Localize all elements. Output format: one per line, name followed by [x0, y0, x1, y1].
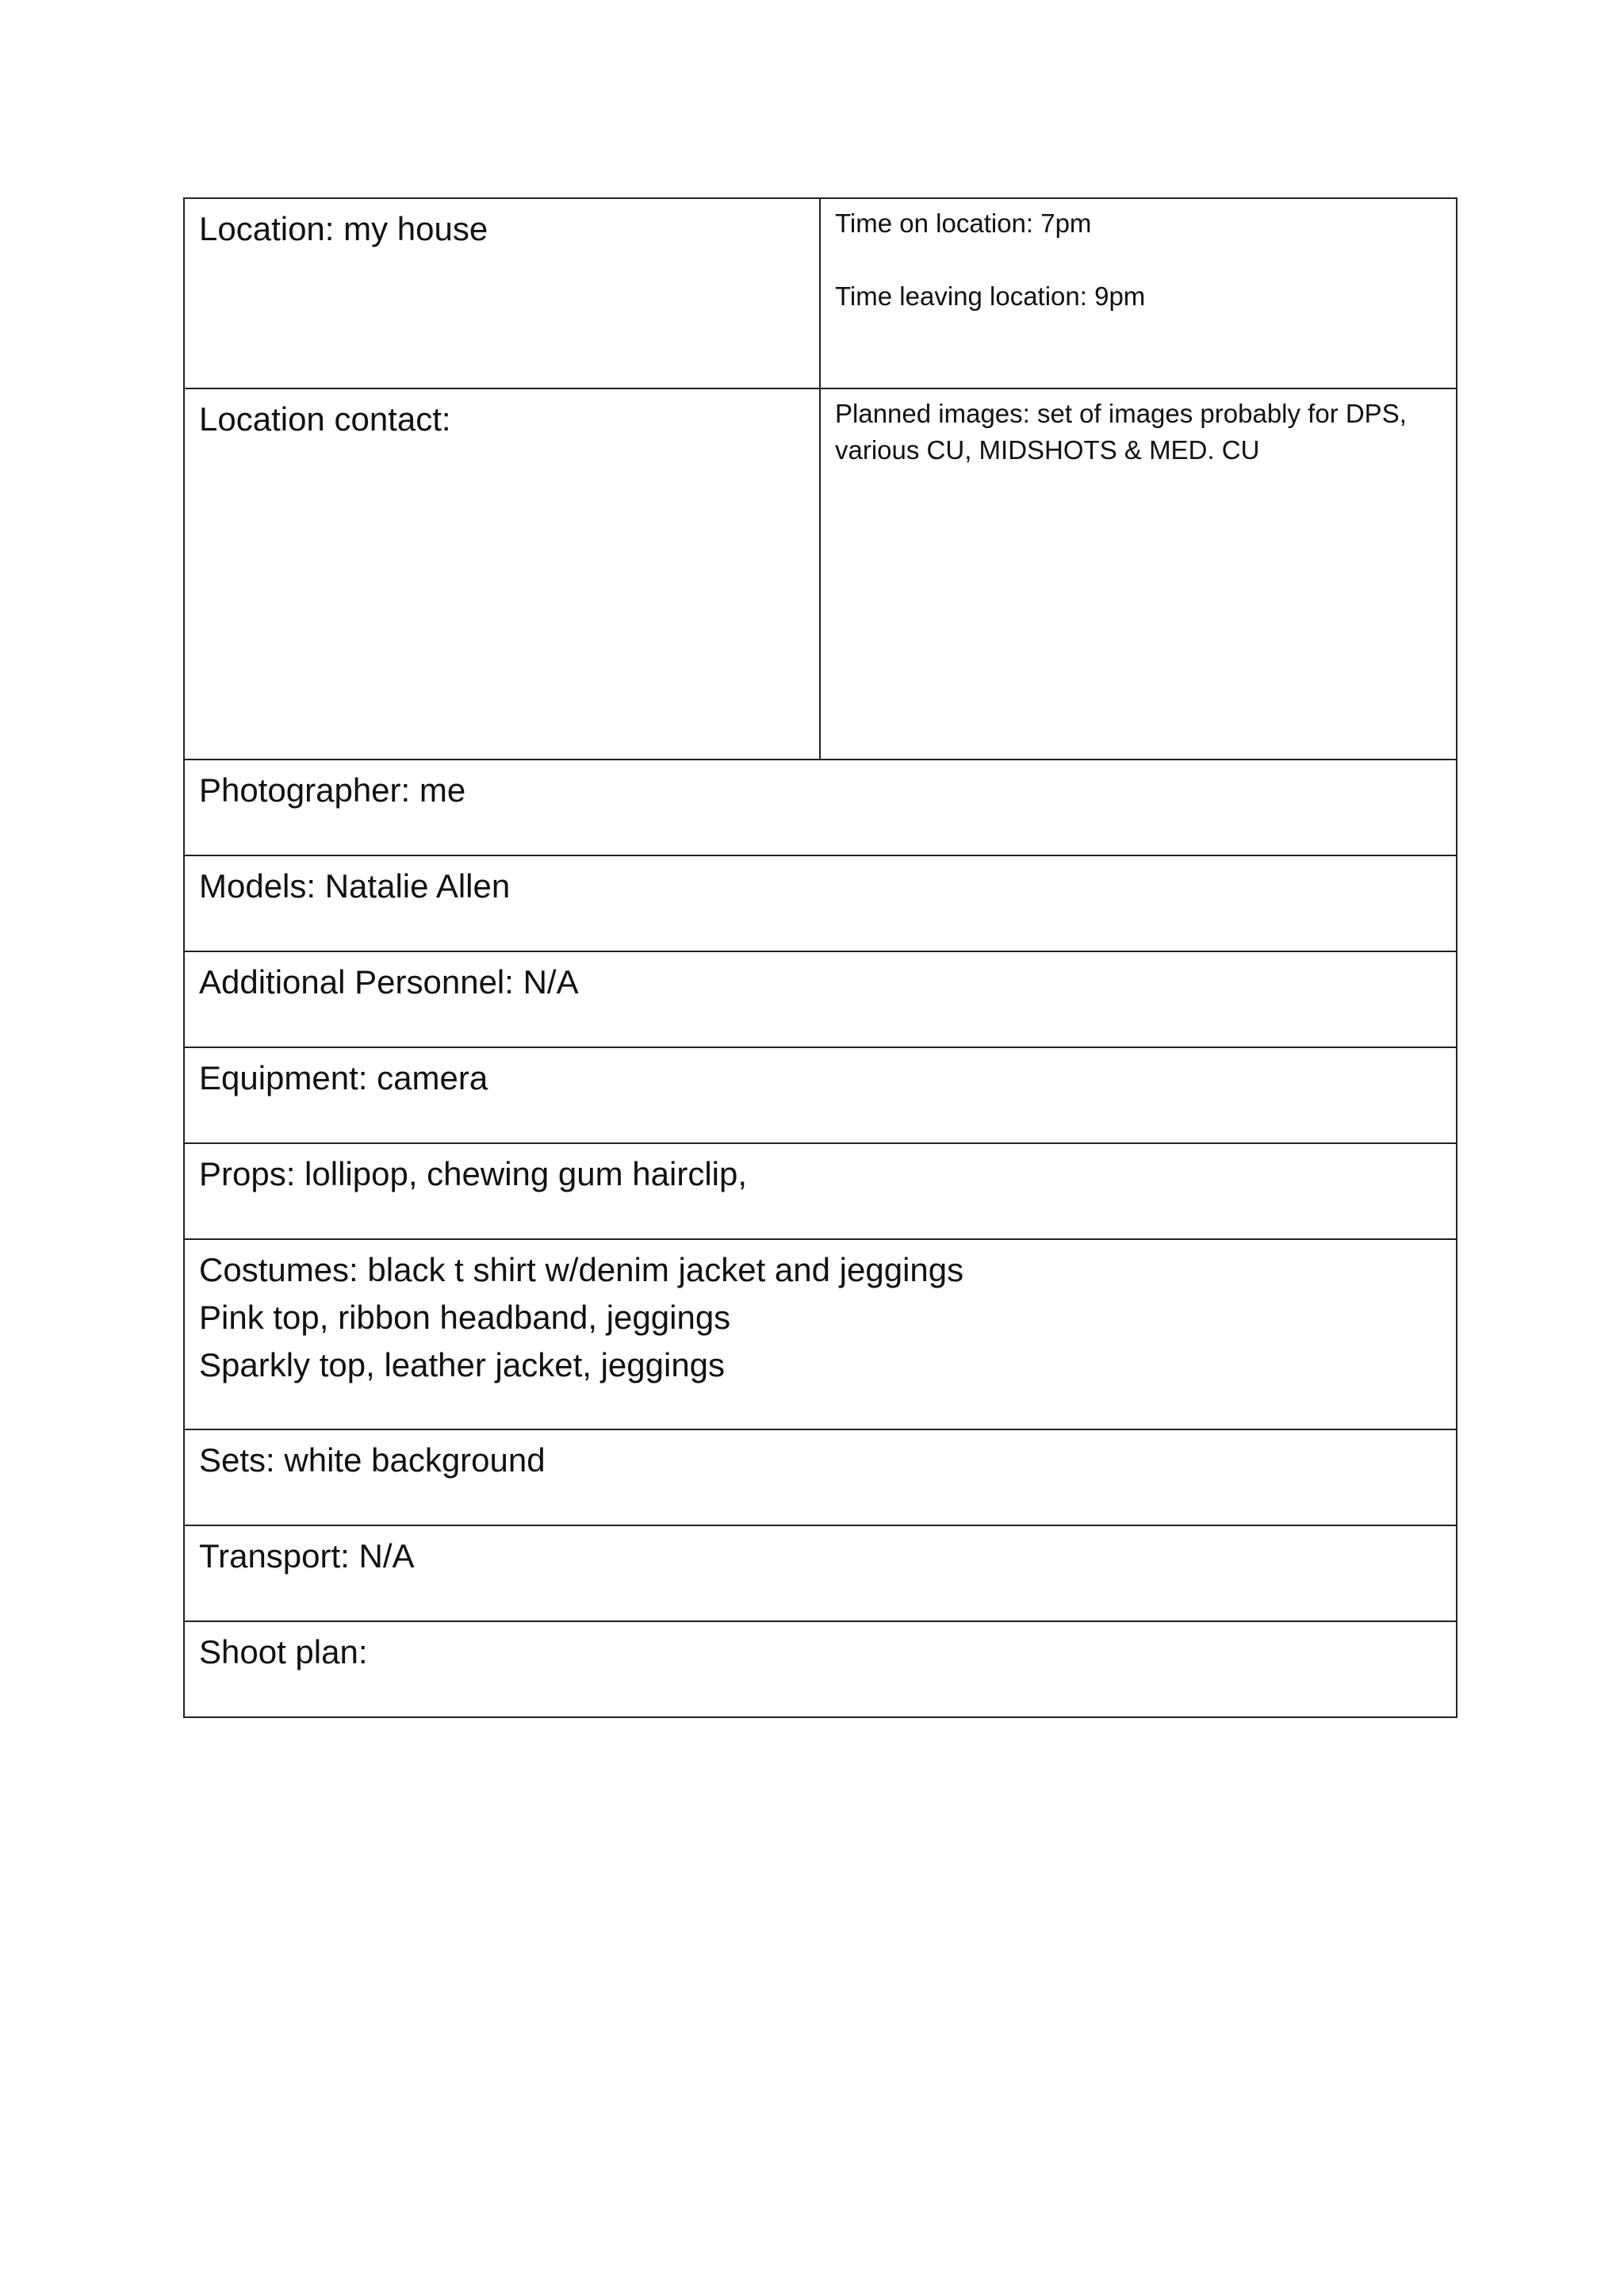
- table-row: [184, 1525, 1457, 1621]
- table-row: [184, 951, 1457, 1047]
- costumes-cell: [184, 1239, 1457, 1429]
- photographer-field: Photographer: me: [199, 771, 466, 809]
- transport-field: Transport: N/A: [199, 1537, 415, 1575]
- shoot-plan-field: Shoot plan:: [199, 1633, 368, 1670]
- table-row: [184, 855, 1457, 951]
- costumes-line-3: Sparkly top, leather jacket, jeggings: [199, 1346, 726, 1383]
- table-row: [184, 1239, 1457, 1429]
- shoot-plan-form: [183, 197, 1456, 1712]
- sets-field: Sets: white background: [199, 1441, 546, 1479]
- equipment-field: Equipment: camera: [199, 1059, 488, 1096]
- models-cell: [184, 855, 1457, 951]
- sets-cell: [184, 1429, 1457, 1525]
- table-row: [184, 760, 1457, 855]
- photographer-cell: [184, 760, 1457, 855]
- table-row: [184, 1047, 1457, 1143]
- location-contact-field: Location contact:: [199, 400, 451, 438]
- costumes-line-1: Costumes: black t shirt w/denim jacket and jeggings: [199, 1251, 964, 1288]
- models-field: Models: Natalie Allen: [199, 867, 511, 905]
- time-cell: [820, 198, 1457, 388]
- time-leaving-location-field: Time leaving location: 9pm: [835, 281, 1146, 311]
- table-row: [184, 198, 1457, 388]
- props-field: Props: lollipop, chewing gum hairclip,: [199, 1155, 748, 1192]
- location-field: Location: my house: [199, 210, 488, 247]
- table-row: [184, 1621, 1457, 1717]
- shoot-plan-table: [183, 197, 1457, 1718]
- planned-images-line-2: various CU, MIDSHOTS & MED. CU: [835, 435, 1260, 465]
- planned-images-cell: [820, 388, 1457, 760]
- equipment-cell: [184, 1047, 1457, 1143]
- location-contact-cell: [184, 388, 820, 760]
- table-row: [184, 388, 1457, 760]
- costumes-line-2: Pink top, ribbon headband, jeggings: [199, 1299, 731, 1336]
- location-cell: [184, 198, 820, 388]
- table-row: [184, 1143, 1457, 1239]
- additional-personnel-cell: [184, 951, 1457, 1047]
- table-row: [184, 1429, 1457, 1525]
- shoot-plan-cell: [184, 1621, 1457, 1717]
- time-on-location-field: Time on location: 7pm: [835, 209, 1092, 238]
- planned-images-line-1: Planned images: set of images probably for DPS,: [835, 399, 1407, 428]
- props-cell: [184, 1143, 1457, 1239]
- transport-cell: [184, 1525, 1457, 1621]
- additional-personnel-field: Additional Personnel: N/A: [199, 963, 579, 1001]
